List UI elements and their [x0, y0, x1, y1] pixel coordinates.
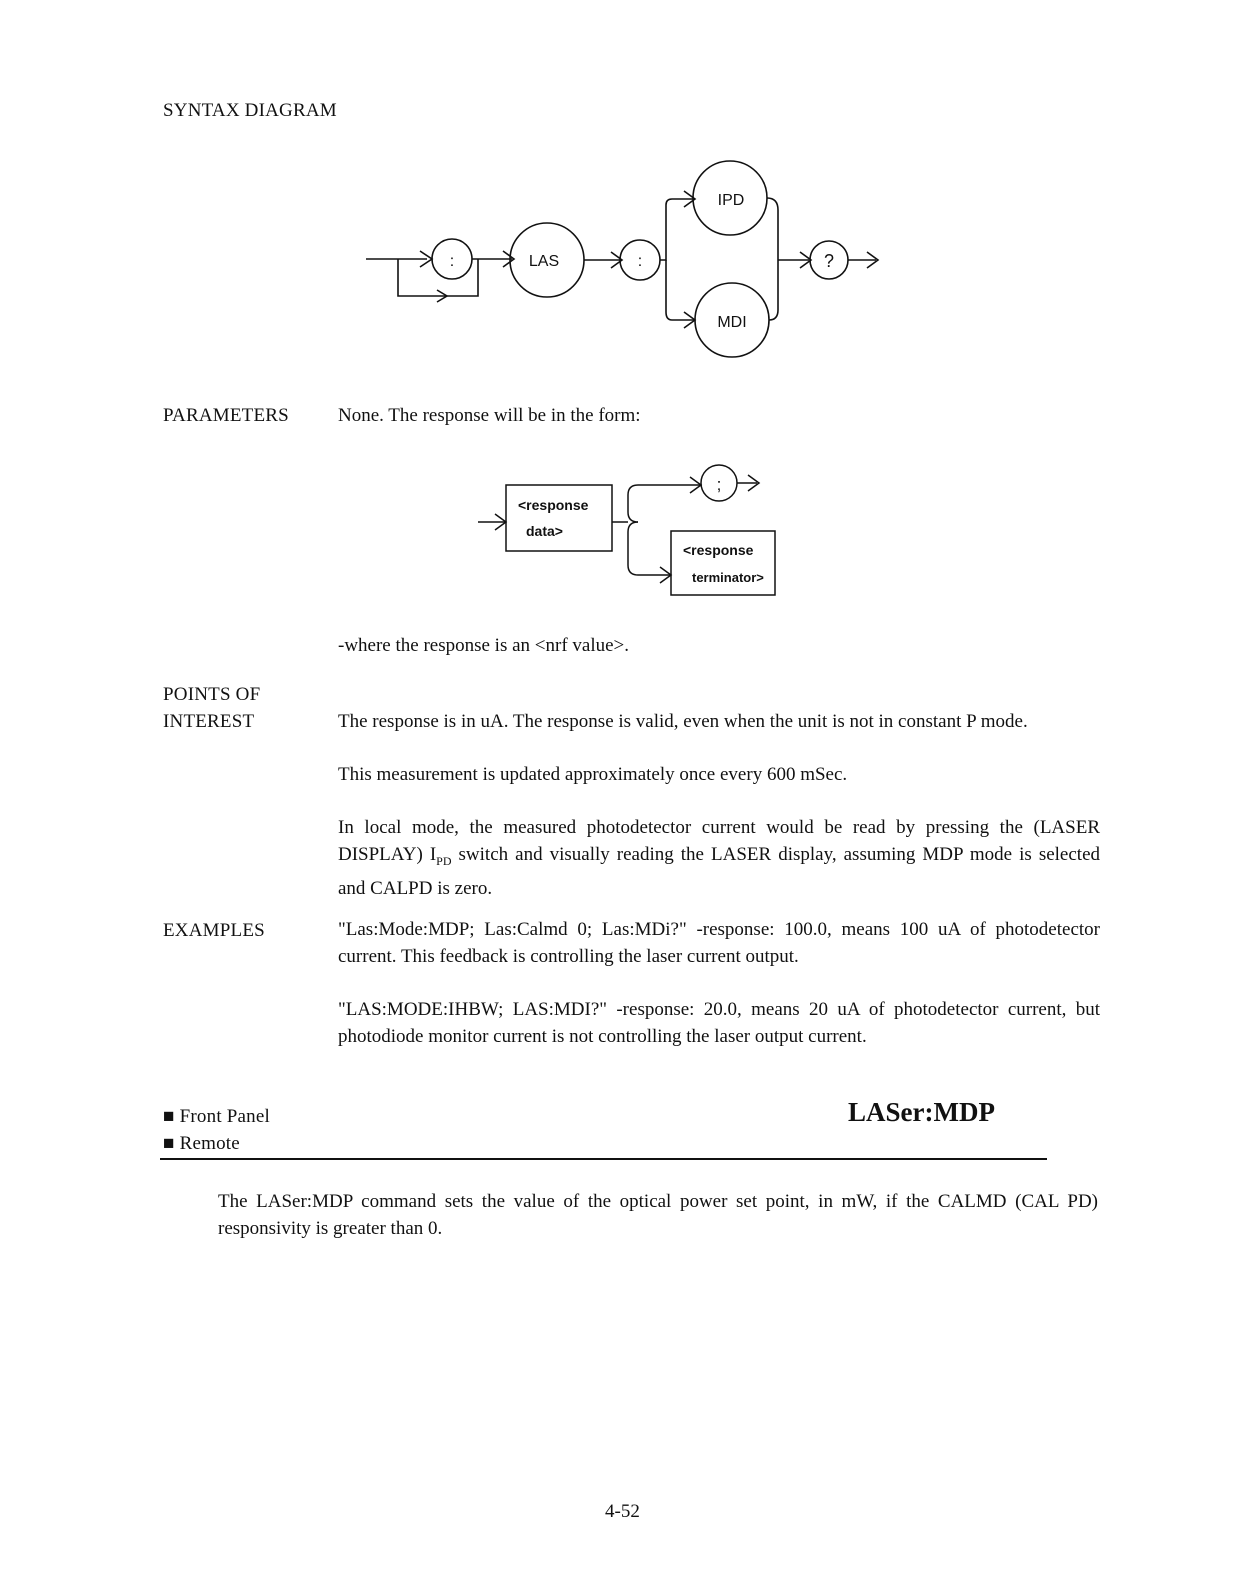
front-panel-bullet: ■ Front Panel [163, 1106, 270, 1127]
colon2-text: : [637, 253, 643, 270]
remote-bullet: ■ Remote [163, 1133, 240, 1154]
example-2: "LAS:MODE:IHBW; LAS:MDI?" -response: 20.0, means 20 uA of photodetector current, but photodiode monitor current is not controlling the laser output current. [338, 999, 1100, 1047]
poi-paragraph-1: The response is in uA. The response is valid, even when the unit is not in constant P mode. [338, 711, 1028, 732]
syntax-diagram [360, 155, 890, 370]
mdi-text: MDI [717, 314, 747, 331]
query-text: ? [823, 251, 835, 271]
poi-paragraph-2: This measurement is updated approximately once every 600 mSec. [338, 764, 848, 785]
response-where: -where the response is an <nrf value>. [338, 635, 630, 656]
syntax-diagram-label: SYNTAX DIAGRAM [163, 100, 337, 121]
separator-text: ; [716, 475, 722, 494]
box1-line1: <response [518, 497, 589, 513]
colon1-text: : [449, 253, 455, 270]
response-terminator-box [671, 531, 775, 595]
parameters-label: PARAMETERS [163, 405, 289, 426]
box2-line2: terminator> [692, 570, 764, 585]
box2-line1: <response [683, 542, 754, 558]
examples-label: EXAMPLES [163, 920, 265, 941]
page-number: 4-52 [605, 1501, 640, 1522]
parameters-intro: None. The response will be in the form: [338, 405, 641, 426]
points-label-1: POINTS OF [163, 684, 261, 705]
command-title: LASer:MDP [848, 1097, 995, 1127]
poi-paragraph-3: In local mode, the measured photodetector current would be read by pressing the (LASER DISPLAY) $I_{PD}$ switch and visually reading the LASER display, assuming MDP mode is selected and CALPD is zero. [338, 817, 1101, 899]
command-description: The LASer:MDP command sets the value of the optical power set point, in mW, if the CALMD (CAL PD) responsivity is greater than 0. [218, 1191, 1098, 1239]
response-form-diagram [470, 460, 790, 600]
box1-line2: data> [526, 523, 563, 539]
header-rule [160, 1158, 1047, 1160]
las-text: LAS [528, 253, 560, 270]
pd-subscript: PD [436, 853, 452, 868]
points-label-2: INTEREST [163, 711, 255, 732]
response-data-box [506, 485, 612, 551]
example-1: "Las:Mode:MDP; Las:Calmd 0; Las:MDi?" -response: 100.0, means 100 uA of photodetector current. This feedback is controlling the laser current output. [338, 919, 1100, 967]
ipd-text: IPD [717, 192, 745, 209]
